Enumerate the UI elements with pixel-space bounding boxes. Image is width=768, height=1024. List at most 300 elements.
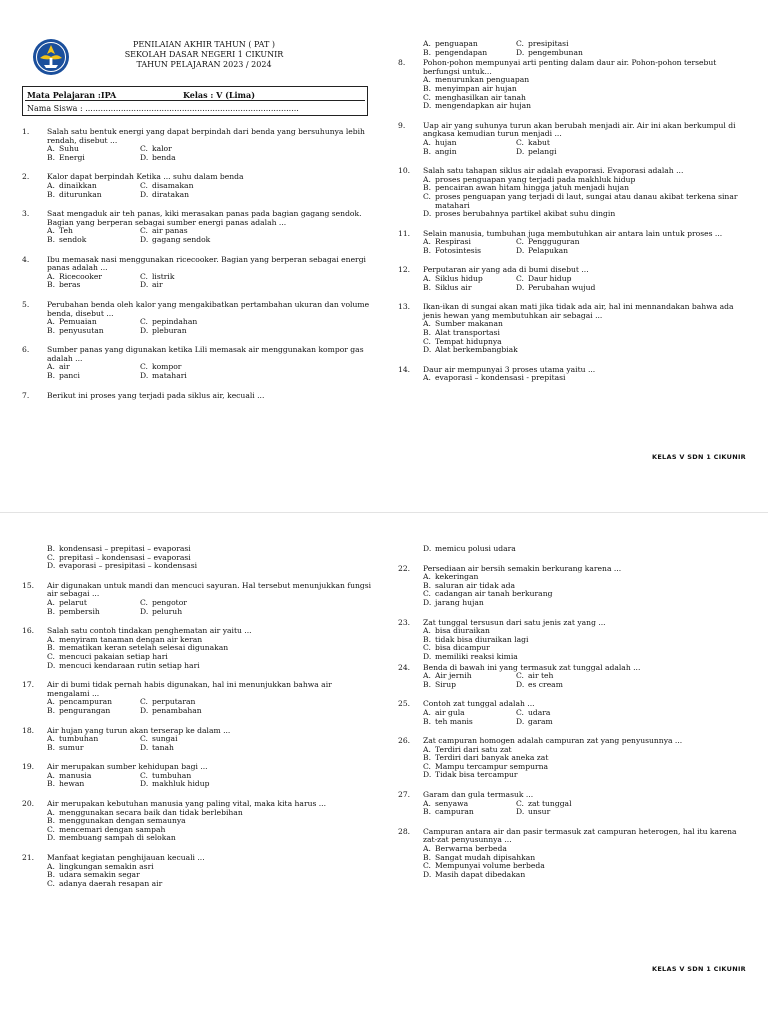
- option-text: menggunakan secara baik dan tidak berlebihan: [59, 807, 243, 817]
- option-text: Sirup: [435, 679, 457, 689]
- option-letter: A.: [423, 237, 431, 247]
- question-text: Perputaran air yang ada di bumi disebut ...: [423, 265, 589, 275]
- answer-option-d[interactable]: [423, 771, 748, 780]
- question-text: Perubahan benda oleh kalor yang mengakibatkan pertambahan ukuran dan volume benda, disebut ...: [47, 299, 370, 318]
- answer-options: [47, 273, 372, 290]
- option-letter: A.: [47, 807, 55, 817]
- question-number: 7.: [22, 390, 30, 400]
- exam-page-2: [0, 512, 768, 1024]
- option-text: membuang sampah di selokan: [59, 833, 176, 843]
- tut-wuri-handayani-logo: [32, 38, 70, 76]
- answer-option-b[interactable]: [47, 372, 140, 381]
- question-number: 8.: [398, 58, 406, 68]
- option-text: peluruh: [152, 606, 183, 616]
- option-text: air: [152, 280, 163, 290]
- question-28: [398, 828, 748, 880]
- option-letter: C.: [47, 651, 55, 661]
- question-12: [398, 266, 748, 292]
- option-text: mematikan keran setelah selesai digunakan: [59, 643, 229, 653]
- option-letter: D.: [140, 742, 149, 752]
- option-text: Perubahan wujud: [528, 282, 596, 292]
- question-13: [398, 303, 748, 355]
- option-text: air teh: [528, 671, 554, 681]
- option-text: makhluk hidup: [152, 779, 210, 789]
- option-letter: B.: [47, 705, 55, 715]
- question-text: Air merupakan sumber kehidupan bagi ...: [47, 762, 208, 772]
- question-number: 14.: [398, 364, 411, 374]
- option-text: matahari: [152, 371, 187, 381]
- answer-option-d[interactable]: [423, 599, 748, 608]
- answer-option-d[interactable]: [423, 210, 748, 219]
- option-letter: A.: [423, 844, 431, 854]
- option-text: bisa diuraikan: [435, 626, 490, 636]
- answer-option-d[interactable]: [140, 236, 290, 245]
- question-text: Benda di bawah ini yang termasuk zat tunggal adalah ...: [423, 662, 641, 672]
- option-text: penguapan: [435, 39, 478, 48]
- question-text: Daur air mempunyai 3 proses utama yaitu ...: [423, 364, 596, 374]
- option-letter: D.: [140, 779, 149, 789]
- option-letter: C.: [423, 336, 431, 346]
- answer-option-b[interactable]: [47, 327, 140, 336]
- option-text: Siklus hidup: [435, 274, 483, 284]
- option-text: zat tunggal: [528, 798, 572, 808]
- question-20: [22, 800, 372, 843]
- option-letter: A.: [47, 697, 55, 707]
- student-name-row: [25, 103, 365, 115]
- answer-options: [423, 76, 748, 110]
- option-text: tidak bisa diuraikan lagi: [435, 634, 529, 644]
- answer-option-d[interactable]: [140, 154, 290, 163]
- answer-option-d[interactable]: [140, 780, 290, 789]
- option-letter: B.: [423, 852, 431, 862]
- option-text: proses penguapan yang terjadi pada makhluk hidup: [435, 174, 636, 184]
- question-number: 9.: [398, 120, 406, 130]
- question-text: Pohon-pohon mempunyai arti penting dalam daur air. Pohon-pohon tersebut berfungsi untuk...: [423, 58, 717, 76]
- answer-options: [47, 599, 372, 616]
- option-letter: B.: [423, 245, 431, 255]
- question-text: Air di bumi tidak pernah habis digunakan, hal ini menunjukkan bahwa air mengalami ...: [47, 680, 332, 698]
- answer-option-b[interactable]: [47, 236, 140, 245]
- option-text: Tidak bisa tercampur: [435, 770, 518, 780]
- answer-option-d[interactable]: [516, 148, 666, 157]
- option-letter: D.: [516, 282, 525, 292]
- option-text: pembersih: [59, 606, 100, 616]
- question-number: 18.: [22, 725, 35, 735]
- answer-option-b[interactable]: [47, 707, 140, 716]
- option-letter: D.: [140, 705, 149, 715]
- option-letter: A.: [423, 39, 431, 48]
- answer-options: [423, 746, 748, 780]
- option-text: sungai: [152, 734, 178, 744]
- answer-option-d[interactable]: [423, 346, 748, 355]
- option-text: pengembunan: [528, 47, 583, 57]
- option-text: Energi: [59, 152, 85, 162]
- answer-option-d[interactable]: [47, 834, 372, 843]
- option-text: es cream: [528, 679, 563, 689]
- option-letter: C.: [516, 798, 524, 808]
- option-letter: B.: [423, 146, 431, 156]
- question-21: [22, 854, 372, 888]
- exam-title-line3: TAHUN PELAJARAN 2023 / 2024: [136, 60, 272, 69]
- answer-option-d[interactable]: [140, 372, 290, 381]
- option-letter: D.: [516, 807, 525, 817]
- subject-label: Mata Pelajaran :IPA: [27, 90, 117, 100]
- option-letter: C.: [140, 597, 148, 607]
- answer-option-b[interactable]: [47, 154, 140, 163]
- answer-option-d[interactable]: [516, 284, 666, 293]
- option-letter: D.: [423, 770, 432, 780]
- answer-option-d[interactable]: [140, 608, 290, 617]
- class-label: Kelas : V (Lima): [183, 90, 255, 100]
- question-text: Berikut ini proses yang terjadi pada siklus air, kecuali ...: [47, 390, 265, 400]
- student-name-field[interactable]: Nama Siswa : ....................................................................................: [27, 104, 299, 113]
- question-number: 15.: [22, 580, 35, 590]
- option-text: Mampu tercampur sempurna: [435, 761, 549, 771]
- question-number: 17.: [22, 680, 35, 690]
- option-letter: A.: [423, 75, 431, 85]
- question-number: 23.: [398, 617, 411, 627]
- option-letter: D.: [516, 679, 525, 689]
- question-8: [398, 59, 748, 111]
- option-text: air gula: [435, 707, 465, 717]
- answer-option-b[interactable]: [47, 608, 140, 617]
- option-text: mengendapkan air hujan: [435, 101, 532, 111]
- question-2: [22, 173, 372, 199]
- student-info-box: [22, 86, 368, 116]
- question-text: Salah satu bentuk energi yang dapat berpindah dari benda yang bersuhunya lebih rendah, disebut ...: [47, 127, 365, 145]
- option-text: air panas: [152, 226, 188, 236]
- option-text: tanah: [152, 742, 174, 752]
- question-number: 1.: [22, 127, 30, 136]
- question-text: Garam dan gula termasuk ...: [423, 790, 534, 800]
- option-letter: A.: [47, 734, 55, 744]
- option-text: manusia: [59, 770, 92, 780]
- question-text: Air hujan yang turun akan terserap ke dalam ...: [47, 725, 231, 735]
- option-text: Masih dapat dibedakan: [435, 869, 526, 879]
- answer-option-d[interactable]: [423, 545, 748, 554]
- answer-option-d[interactable]: [423, 102, 748, 111]
- question-text: Air digunakan untuk mandi dan mencuci sayuran. Hal tersebut menunjukkan fungsi air sebagai ...: [47, 580, 372, 599]
- option-text: Suhu: [59, 144, 79, 154]
- question-text: Ibu memasak nasi menggunakan ricecooker. Bagian yang berperan sebagai energi panas adalah ...: [47, 254, 366, 273]
- option-text: cadangan air tanah berkurang: [435, 589, 553, 599]
- option-text: evaporasi – kondensasi - prepitasi: [435, 373, 566, 383]
- answer-options: [423, 627, 748, 661]
- question-text: Zat campuran homogen adalah campuran zat yang penyusunnya ...: [423, 736, 683, 746]
- answer-option-b[interactable]: [423, 284, 516, 293]
- question-22: [398, 565, 748, 608]
- option-letter: D.: [423, 544, 432, 553]
- question-number: 6.: [22, 345, 30, 355]
- question-15: [22, 582, 372, 616]
- question-number: 25.: [398, 699, 411, 709]
- option-text: pepindahan: [152, 317, 198, 327]
- option-letter: B.: [47, 152, 55, 162]
- option-letter: C.: [423, 861, 431, 871]
- option-text: penyusutan: [59, 325, 104, 335]
- question-text: Persediaan air bersih semakin berkurang karena ...: [423, 563, 622, 573]
- option-letter: C.: [423, 191, 431, 201]
- answer-option-d[interactable]: [47, 662, 372, 671]
- question-text: Selain manusia, tumbuhan juga membutuhkan air antara lain untuk proses ...: [423, 228, 723, 238]
- option-letter: A.: [47, 770, 55, 780]
- option-text: kompor: [152, 362, 182, 372]
- option-letter: A.: [423, 373, 431, 383]
- option-letter: A.: [423, 707, 431, 717]
- page1-left-column: [22, 128, 372, 411]
- answer-options: [423, 573, 748, 607]
- answer-option-d[interactable]: [140, 327, 290, 336]
- question-number: 11.: [398, 228, 411, 238]
- option-text: kondensasi – prepitasi – evaporasi: [59, 544, 191, 553]
- answer-option-b[interactable]: [423, 49, 516, 58]
- option-letter: C.: [516, 707, 524, 717]
- option-letter: C.: [516, 39, 524, 48]
- option-text: Mempunyai volume berbeda: [435, 861, 545, 871]
- question-4: [22, 256, 372, 290]
- option-letter: D.: [516, 716, 525, 726]
- answer-options: [47, 636, 372, 670]
- answer-option-d[interactable]: [140, 191, 290, 200]
- option-text: diratakan: [152, 189, 190, 199]
- exam-title-line2: SEKOLAH DASAR NEGERI 1 CIKUNIR: [124, 50, 284, 59]
- question-number: 3.: [22, 209, 30, 219]
- question-text: Contoh zat tunggal adalah ...: [423, 699, 535, 709]
- option-letter: B.: [47, 544, 55, 553]
- question-number: 13.: [398, 302, 411, 312]
- option-text: menurunkan penguapan: [435, 75, 530, 85]
- answer-options: [423, 374, 748, 383]
- answer-option-d[interactable]: [516, 808, 666, 817]
- option-letter: D.: [423, 101, 432, 111]
- option-text: pencampuran: [59, 697, 113, 707]
- answer-option-b[interactable]: [423, 247, 516, 256]
- option-text: kalor: [152, 144, 172, 154]
- option-letter: C.: [140, 271, 148, 281]
- option-text: Terdiri dari satu zat: [435, 744, 512, 754]
- option-text: perputaran: [152, 697, 196, 707]
- option-text: saluran air tidak ada: [435, 580, 516, 590]
- option-letter: D.: [140, 189, 149, 199]
- option-text: senyawa: [435, 798, 469, 808]
- question-24: [398, 664, 748, 690]
- answer-option-b[interactable]: [423, 148, 516, 157]
- option-text: unsur: [528, 807, 551, 817]
- option-text: sendok: [59, 234, 87, 244]
- option-text: tumbuhan: [152, 770, 192, 780]
- option-text: panci: [59, 371, 80, 381]
- option-text: Pemuaian: [59, 317, 97, 327]
- option-text: pleburan: [152, 325, 187, 335]
- answer-option-b[interactable]: [423, 808, 516, 817]
- answer-option-b[interactable]: [423, 718, 516, 727]
- option-letter: D.: [423, 651, 432, 661]
- question-7-options: [398, 40, 748, 57]
- option-letter: A.: [47, 597, 55, 607]
- answer-option-d[interactable]: [423, 653, 748, 662]
- question-14-options-continued: [22, 545, 372, 571]
- option-text: menggunakan dengan semaunya: [59, 816, 186, 826]
- option-text: Pelapukan: [528, 245, 568, 255]
- option-text: menyiram tanaman dengan air keran: [59, 634, 203, 644]
- option-letter: B.: [423, 753, 431, 763]
- answer-options: [47, 809, 372, 843]
- option-letter: A.: [423, 626, 431, 636]
- question-9: [398, 122, 748, 156]
- option-letter: B.: [423, 282, 431, 292]
- option-letter: C.: [423, 92, 431, 102]
- option-text: beras: [59, 280, 81, 290]
- option-text: Teh: [59, 226, 73, 236]
- question-number: 10.: [398, 166, 411, 176]
- option-text: jarang hujan: [435, 597, 484, 607]
- option-letter: D.: [516, 47, 525, 57]
- option-text: pengendapan: [435, 47, 488, 57]
- option-text: mencemari dengan sampah: [59, 824, 166, 834]
- option-letter: D.: [140, 606, 149, 616]
- question-text: Sumber panas yang digunakan ketika Lili memasak air menggunakan kompor gas adalah ...: [47, 345, 364, 363]
- answer-option-d[interactable]: [47, 562, 372, 571]
- option-text: proses berubahnya partikel akibat suhu dingin: [435, 209, 616, 219]
- question-number: 24.: [398, 662, 411, 672]
- answer-options: [423, 275, 748, 292]
- question-text: Ikan-ikan di sungai akan mati jika tidak ada air, hal ini mennandakan bahwa ada jenis hewan yang membutuhkan air sebagai ...: [423, 302, 734, 320]
- page-footer: KELAS V SDN 1 CIKUNIR: [651, 965, 746, 974]
- question-text: Air merupakan kebutuhan manusia yang paling vital, maka kita harus ...: [47, 799, 327, 809]
- option-text: mencuci pakaian setiap hari: [59, 651, 168, 661]
- subject-row: [25, 89, 365, 101]
- answer-option-b[interactable]: [47, 744, 140, 753]
- option-letter: B.: [423, 679, 431, 689]
- question-number: 4.: [22, 254, 30, 264]
- answer-options: [423, 320, 748, 354]
- option-letter: A.: [423, 319, 431, 329]
- answer-option-d[interactable]: [516, 718, 666, 727]
- option-letter: C.: [47, 552, 55, 562]
- option-letter: B.: [423, 716, 431, 726]
- exam-header: [22, 30, 372, 82]
- option-letter: D.: [47, 660, 56, 670]
- answer-options: [423, 545, 748, 554]
- question-26: [398, 737, 748, 780]
- option-letter: B.: [47, 234, 55, 244]
- answer-option-d[interactable]: [140, 281, 290, 290]
- option-letter: D.: [140, 371, 149, 381]
- option-text: hewan: [59, 779, 85, 789]
- option-letter: B.: [423, 328, 431, 338]
- question-number: 28.: [398, 826, 411, 836]
- option-letter: A.: [47, 180, 55, 190]
- option-text: pengurangan: [59, 705, 111, 715]
- answer-option-d[interactable]: [140, 707, 290, 716]
- option-letter: B.: [47, 325, 55, 335]
- option-text: evaporasi – presipitasi – kondensasi: [59, 561, 198, 571]
- answer-options: [423, 845, 748, 879]
- option-letter: B.: [423, 580, 431, 590]
- answer-option-b[interactable]: [47, 191, 140, 200]
- option-letter: C.: [423, 761, 431, 771]
- option-letter: D.: [423, 345, 432, 355]
- answer-option-d[interactable]: [423, 871, 748, 880]
- option-letter: A.: [423, 572, 431, 582]
- option-text: Siklus air: [435, 282, 472, 292]
- question-text: Salah satu tahapan siklus air adalah evaporasi. Evaporasi adalah ...: [423, 166, 684, 176]
- option-letter: A.: [423, 174, 431, 184]
- option-text: Fotosintesis: [435, 245, 482, 255]
- answer-options: [423, 176, 748, 219]
- option-letter: B.: [47, 742, 55, 752]
- answer-option-b[interactable]: [423, 681, 516, 690]
- option-letter: A.: [47, 362, 55, 372]
- question-number: 20.: [22, 799, 35, 809]
- question-number: 12.: [398, 265, 411, 275]
- page2-left-column: [22, 545, 372, 899]
- option-text: gagang sendok: [152, 234, 211, 244]
- option-letter: D.: [423, 209, 432, 219]
- option-letter: D.: [516, 146, 525, 156]
- option-letter: C.: [423, 589, 431, 599]
- option-letter: C.: [47, 824, 55, 834]
- option-letter: B.: [47, 606, 55, 616]
- question-6: [22, 346, 372, 380]
- option-letter: B.: [423, 807, 431, 817]
- answer-options: [47, 863, 372, 889]
- option-text: disamakan: [152, 180, 194, 190]
- option-text: prepitasi – kondensasi – evaporasi: [59, 552, 191, 562]
- question-number: 22.: [398, 563, 411, 573]
- answer-option-a[interactable]: [423, 374, 748, 383]
- option-text: kekeringan: [435, 572, 479, 582]
- answer-options: [47, 227, 372, 244]
- answer-option-c[interactable]: [423, 193, 748, 210]
- option-text: proses penguapan yang terjadi di laut, sungai atau danau akibat terkena sinar matahari: [435, 191, 738, 210]
- answer-option-d[interactable]: [516, 681, 666, 690]
- answer-option-b[interactable]: [47, 281, 140, 290]
- answer-options: [47, 698, 372, 715]
- question-11: [398, 230, 748, 256]
- option-text: diturunkan: [59, 189, 102, 199]
- page-footer: KELAS V SDN 1 CIKUNIR: [651, 453, 746, 462]
- option-text: pencairan awan hitam hingga jatuh menjadi hujan: [435, 183, 630, 193]
- option-text: pengotor: [152, 597, 187, 607]
- answer-options: [47, 145, 372, 162]
- option-text: angin: [435, 146, 457, 156]
- question-text: Kalor dapat berpindah Ketika ... suhu dalam benda: [47, 172, 244, 182]
- option-text: mencuci kendaraan rutin setiap hari: [59, 660, 200, 670]
- option-letter: A.: [47, 226, 55, 236]
- option-text: campuran: [435, 807, 474, 817]
- option-letter: A.: [47, 317, 55, 327]
- option-text: Alat transportasi: [435, 328, 500, 338]
- answer-option-d[interactable]: [516, 247, 666, 256]
- option-text: memiliki reaksi kimia: [435, 651, 518, 661]
- option-text: Daur hidup: [528, 274, 572, 284]
- question-23: [398, 619, 748, 662]
- answer-options: [423, 40, 748, 57]
- question-number: 16.: [22, 626, 35, 636]
- question-5: [22, 301, 372, 335]
- option-text: menghasilkan air tanah: [435, 92, 526, 102]
- option-text: lingkungan semakin asri: [59, 861, 154, 871]
- option-letter: B.: [47, 189, 55, 199]
- answer-option-b[interactable]: [47, 780, 140, 789]
- answer-option-d[interactable]: [140, 744, 290, 753]
- option-letter: B.: [423, 634, 431, 644]
- answer-options: [423, 672, 748, 689]
- option-letter: C.: [140, 144, 148, 154]
- answer-option-c[interactable]: [47, 880, 372, 889]
- answer-option-d[interactable]: [516, 49, 666, 58]
